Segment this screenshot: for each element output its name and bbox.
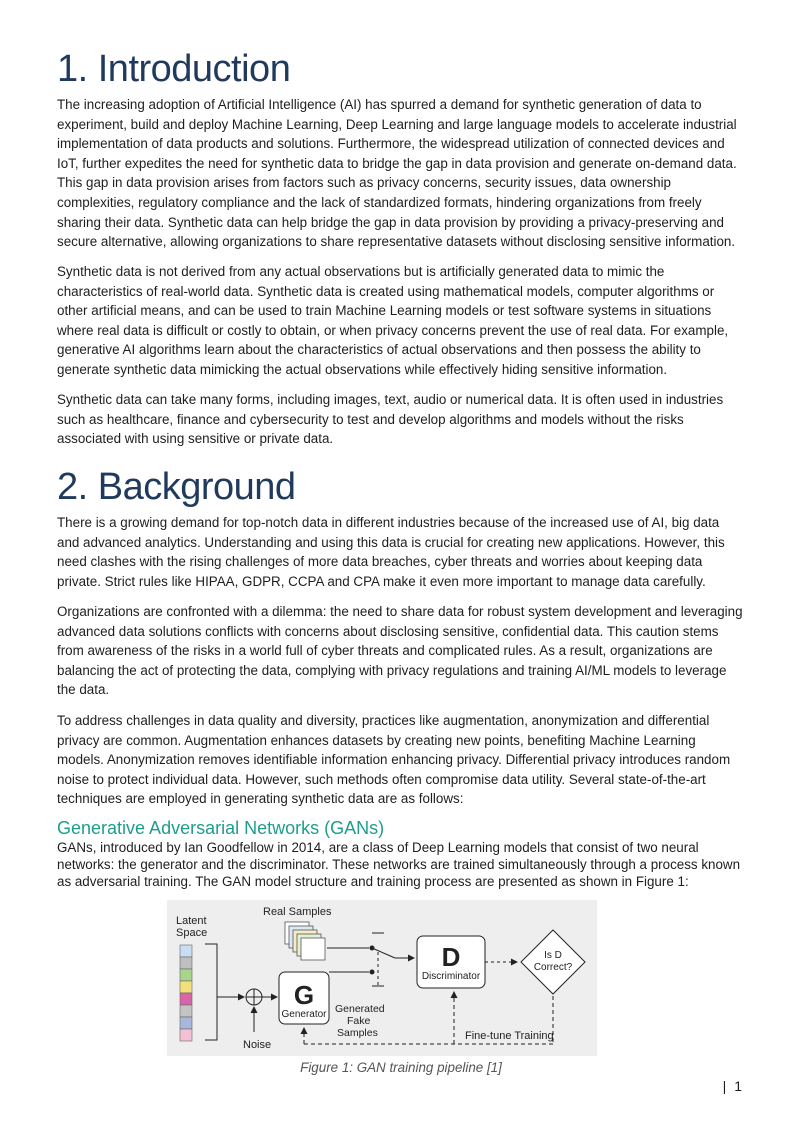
real-sample-card-5 xyxy=(301,938,325,960)
latent-label-2: Space xyxy=(176,927,208,939)
noise-label: Noise xyxy=(243,1039,272,1051)
gan-diagram xyxy=(167,900,597,1056)
real-samples-label: Real Samples xyxy=(263,906,332,918)
section-heading-introduction: 1. Introduction xyxy=(57,48,291,90)
background-paragraph-1: There is a growing demand for top-notch data in different industries because of the increased use of AI, big data and advanced analytics. Understanding and using this data is crucial for creating new applications. However, this need clashes with the rising challenges of more data breaches, cyber threats and worries about keeping data private. Strict rules like HIPAA, GDPR, CCPA and CPA make it even more important to manage data carefully. xyxy=(57,515,725,589)
decision-label-2: Correct? xyxy=(533,962,573,973)
latent-cell xyxy=(180,945,192,957)
discriminator-letter: D xyxy=(441,942,461,972)
latent-cell xyxy=(180,969,192,981)
discriminator-label: Discriminator xyxy=(421,971,481,982)
switch-blade xyxy=(372,948,395,958)
latent-label-1: Latent xyxy=(176,915,207,927)
latent-cell xyxy=(180,981,192,993)
fake-samples-label-1: Generated xyxy=(335,1003,385,1015)
decision-label-1: Is D xyxy=(544,950,562,961)
latent-cell xyxy=(180,1017,192,1029)
fake-samples-label-3: Samples xyxy=(337,1027,378,1039)
switch-node-fake xyxy=(370,970,375,975)
page-number-value: 1 xyxy=(734,1078,742,1094)
latent-cell xyxy=(180,957,192,969)
latent-cell xyxy=(180,993,192,1005)
latent-cell xyxy=(180,1029,192,1041)
finetune-label: Fine-tune Training xyxy=(465,1030,554,1042)
intro-paragraph-3: Synthetic data can take many forms, including images, text, audio or numerical data. It is often used in industries such as healthcare, finance and cybersecurity to test and develop algorithms and models without the risks associated with using sensitive or private data. xyxy=(57,392,724,447)
latent-vector xyxy=(180,945,192,1041)
intro-paragraph-2: Synthetic data is not derived from any actual observations but is artificially generated data to mimic the characteristics of real-world data. Synthetic data is created using mathematical models, computer algorithms or other artificial means, and can be used to train Machine Learning models or test software systems in situations where real data is difficult or costly to obtain, or when privacy concerns prevent the use of real data. For example, generative AI algorithms learn about the characteristics of actual observations and then possess the ability to generate synthetic data mimicking the actual observations while effectively hiding sensitive information. xyxy=(57,264,729,377)
page-number-separator: | xyxy=(722,1078,727,1094)
gan-subheading: Generative Adversarial Networks (GANs) xyxy=(57,818,385,838)
gan-paragraph: GANs, introduced by Ian Goodfellow in 2014, are a class of Deep Learning models that consist of two neural networks: the generator and the discriminator. These networks are trained simultaneously through a process known as adversarial training. The GAN model structure and training process are presented as shown in Figure 1: xyxy=(57,840,741,889)
background-paragraph-2: Organizations are confronted with a dilemma: the need to share data for robust system development and leveraging advanced data solutions conflicts with concerns about disclosing sensitive, confidential data. This caution stems from awareness of the risks in a world full of cyber threats and complicated rules. As a result, organizations are balancing the act of protecting the data, complying with privacy regulations and training AI/ML models to leverage the data. xyxy=(57,604,743,698)
page-number xyxy=(723,1078,742,1094)
section-heading-background: 2. Background xyxy=(57,466,296,508)
latent-bracket xyxy=(205,944,217,1040)
intro-paragraph-1: The increasing adoption of Artificial Intelligence (AI) has spurred a demand for synthetic generation of data to experiment, build and deploy Machine Learning, Deep Learning and large language models to accelerate industrial implementation of data products and solutions. Furthermore, the widespread utilization of connected devices and IoT, further expedites the need for synthetic data to bridge the gap in data provision and generate on-demand data. This gap in data provision arises from factors such as privacy concerns, security issues, data ownership complexities, regulatory compliance and the lack of standardized formats, hindering organizations from freely sharing their data. Synthetic data can help bridge the gap in data provision by providing a privacy-preserving and secure alternative, allowing organizations to share representative datasets without disclosing sensitive information. xyxy=(57,97,737,250)
generator-label: Generator xyxy=(281,1009,327,1020)
fake-samples-label-2: Fake xyxy=(347,1015,371,1027)
gan-figure xyxy=(167,900,597,1056)
background-paragraph-3: To address challenges in data quality and diversity, practices like augmentation, anonymization and differential privacy are common. Augmentation enhances datasets by creating new points, benefiting Machine Learning models. Anonymization removes identifiable information enhancing privacy. Differential privacy introduces random noise to protect individual data. However, such methods often compromise data utility. Several state-of-the-art techniques are employed in generating synthetic data are as follows: xyxy=(57,713,731,807)
latent-cell xyxy=(180,1005,192,1017)
generator-letter: G xyxy=(293,980,315,1010)
figure-caption: Figure 1: GAN training pipeline [1] xyxy=(300,1060,502,1075)
